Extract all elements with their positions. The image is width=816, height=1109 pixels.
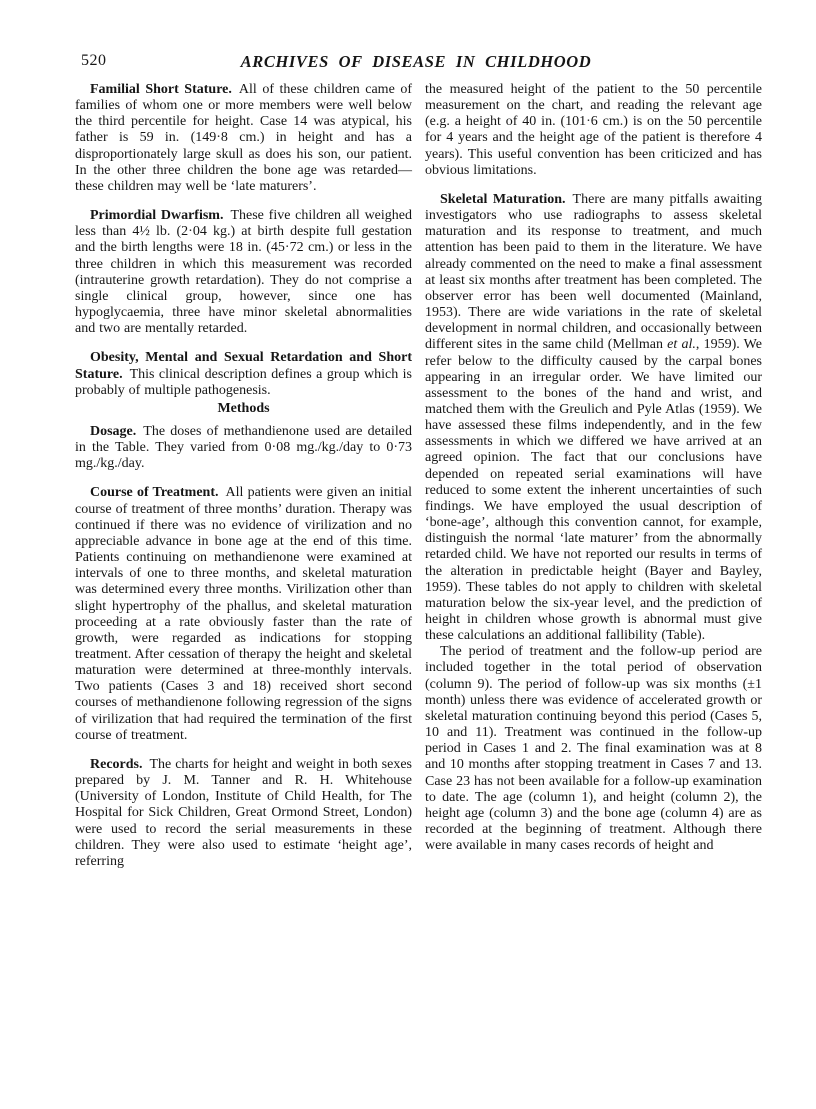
run-in-heading-course-of-treatment: Course of Treatment. bbox=[90, 485, 219, 501]
paragraph-primordial-dwarfism bbox=[75, 208, 412, 337]
page-header bbox=[75, 52, 757, 72]
paragraph-text: These five children all weighed less than 4½ lb. (2·04 kg.) at birth despite full gestation and the birth lengths were 18 in. (45·72 cm.) or less in the three children in which this measurement was recorded (intrauterine growth retardation). They do not comprise a single clinical group, however, since one has hypoglycaemia, three have minor skeletal abnormalities and two are mentally retarded. bbox=[75, 208, 413, 337]
paragraph-text: This clinical description defines a group which is probably of multiple pathogenesis. bbox=[75, 366, 412, 398]
paragraph-obesity-retardation bbox=[75, 350, 412, 398]
run-in-heading-familial-short-stature: Familial Short Stature. bbox=[90, 82, 232, 97]
run-in-heading-records: Records. bbox=[90, 756, 143, 772]
page-number: 520 bbox=[81, 52, 107, 69]
journal-title: ARCHIVES OF DISEASE IN CHILDHOOD bbox=[240, 52, 592, 71]
paragraph-course-of-treatment bbox=[75, 485, 412, 744]
paragraph-height-age-continuation: the measured height of the patient to the 50 percentile measurement on the chart, and reading the relevant age (e.g. a height of 40 in. (101·6 cm.) is on the 50 percentile for 4 years and the height age of the patient is therefore 4 years). This useful convention has been criticized and has obvious limitations. bbox=[425, 82, 762, 178]
run-in-heading-primordial-dwarfism: Primordial Dwarfism. bbox=[90, 208, 224, 224]
paragraph-text: , 1959). We refer below to the difficulty caused by the carpal bones appearing in an irregular order. We have limited our assessment to the bones of the hand and wrist, and matched them with the Greulich and Pyle Atlas (1959). We have assessed these films independently, and in the few assessments in which we differed we have arrived at an agreed opinion. The fact that our conclusions have depended on repeated serial examinations will have reduced to some extent the inherent uncertainties of such findings. We have employed the usual description of ‘bone-age’, although this convention cannot, for example, distinguish the normal ‘late maturer’ from the abnormally retarded child. We have not reported our results in terms of the alteration in predictable height (Bayer and Bayley, 1959). These tables do not apply to children with skeletal maturation below the six-year level, and the prediction of height in children whose growth is abnormal must give these calculations an additional fallibility (Table). bbox=[425, 337, 762, 644]
paragraph-dosage bbox=[75, 424, 412, 472]
right-column bbox=[425, 82, 762, 870]
run-in-heading-obesity-retardation: Obesity, Mental and Sexual Retardation and Short Stature. bbox=[75, 350, 412, 382]
paragraph-text: All patients were given an initial course of treatment of three months’ duration. Therapy was continued if there was no evidence of virilization and no appreciable advance in bone age at the end of this time. Patients continuing on methandienone were examined at intervals of one to three months, and skeletal maturation was determined every three months. Virilization other than slight hypertrophy of the phallus, and skeletal maturation proceeding at a rate obviously faster than the rate of growth, were regarded as indications for stopping treatment. After cessation of therapy the height and skeletal maturation were determined at three-monthly intervals. Two patients (Cases 3 and 18) received short second courses of methandienone following regression of the signs of virilization that had required the termination of the first course of treatment. bbox=[75, 485, 412, 743]
paragraph-text: All of these children came of families of whom one or more members were well below the third percentile for height. Case 14 was atypical, his father is 59 in. (149·8 cm.) in height and has a disproportionately large skull as does his son, our patient. In the other three children the bone age was retarded—these children may well be ‘late maturers’. bbox=[75, 82, 412, 194]
et-al-citation: et al. bbox=[667, 337, 696, 353]
paragraph-text: The doses of methandienone used are detailed in the Table. They varied from 0·08 mg./kg./day to 0·73 mg./kg./day. bbox=[75, 423, 412, 472]
left-column bbox=[75, 82, 412, 870]
paragraph-text: The charts for height and weight in both sexes prepared by J. M. Tanner and R. H. Whitehouse (University of London, Institute of Child Health, for The Hospital for Sick Children, Great Ormond Street, London) were used to record the serial measurements in these children. They were also used to estimate ‘height age’, referring bbox=[75, 756, 412, 869]
two-column-body bbox=[75, 82, 762, 870]
paragraph-text: There are many pitfalls awaiting investigators who use radiographs to assess skeletal maturation and its response to treatment, and much attention has been paid to them in the literature. We have already commented on the need to make a final assessment at least six months after treatment has been completed. The observer error has been well documented (Mainland, 1953). There are wide variations in the rate of skeletal development in normal children, and occasionally between different sites in the same child (Mellman bbox=[425, 191, 762, 353]
paragraph-period-of-treatment: The period of treatment and the follow-up period are included together in the total period of observation (column 9). The period of follow-up was six months (±1 month) unless there was evidence of accelerated growth or skeletal maturation continuing beyond this period (Cases 5, 10 and 11). Treatment was continued in the follow-up period in Cases 1 and 2. The final examination was at 8 and 10 months after stopping treatment in Cases 7 and 13. Case 23 has not been available for a follow-up examination to date. The age (column 1), and height (column 2), the height age (column 3) and the bone age (column 4) are as recorded at the beginning of treatment. Although there were available in many cases records of height and bbox=[425, 644, 762, 854]
paragraph-familial-short-stature bbox=[75, 82, 412, 195]
paragraph-records bbox=[75, 757, 412, 870]
section-heading-methods: Methods bbox=[217, 400, 270, 416]
run-in-heading-dosage: Dosage. bbox=[90, 423, 137, 439]
paragraph-skeletal-maturation bbox=[425, 192, 762, 644]
run-in-heading-skeletal-maturation: Skeletal Maturation. bbox=[440, 191, 566, 207]
